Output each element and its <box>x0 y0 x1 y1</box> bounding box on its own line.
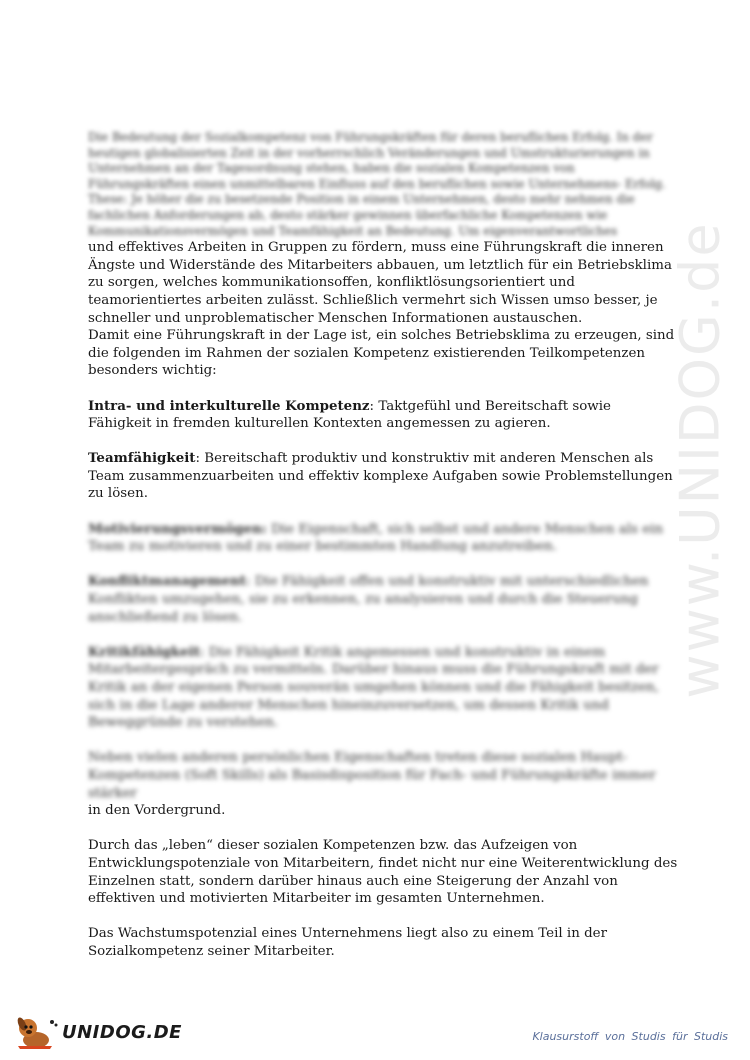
intra-kompetenz-term: Intra- und interkulturelle Kompetenz <box>88 397 370 414</box>
document-body <box>88 130 678 961</box>
dog-mascot-icon <box>14 1014 60 1050</box>
motivierung-paragraph <box>88 521 678 556</box>
kritikfaehigkeit-paragraph <box>88 644 678 732</box>
footer-slogan: Klausurstoff von Studis für Studis <box>532 1030 728 1043</box>
intro-paragraph-2: Damit eine Führungskraft in der Lage ist, ein solches Betriebsklima zu erzeugen, sind die folgenden im Rahmen der sozialen Kompetenz existierenden Teilkompetenzen besonders wichtig: <box>88 328 675 379</box>
konfliktmanagement-paragraph <box>88 573 678 626</box>
motivierung-definition: Die Eigenschaft, sich selbst und andere Menschen als ein Team zu motivieren und zu einer bestimmten Handlung anzutreiben. <box>88 521 664 555</box>
unidog-logo <box>14 1014 184 1050</box>
konfliktmanagement-definition: : Die Fähigkeit offen und konstruktiv mit unterschiedlichen Konflikten umzugehen, sie zu erkennen, zu analysieren und durch die Steuerung anschließend zu lösen. <box>88 574 649 625</box>
blurred-paragraph-2: These: Je höher die zu besetzende Position in einem Unternehmen, desto mehr nehmen die fachlichen Anforderungen ab, desto stärker gewinnen überfachliche Kompetenzen wie Kommunikationsvermögen und Teamfähigkeit an Bedeutung. Um eigenverantwortliches <box>88 192 635 238</box>
soft-skills-paragraph: Neben vielen anderen persönlichen Eigenschaften treten diese sozialen Haupt-Kompetenzen (Soft Skills) als Basisdisposition für Fach- und Führungskräfte immer stärker <box>88 750 656 801</box>
intra-kompetenz-paragraph <box>88 398 678 433</box>
teamfaehigkeit-paragraph <box>88 450 678 503</box>
watermark: www.UNIDOG.de <box>668 221 732 699</box>
intra-kompetenz-definition: : Taktgefühl und Bereitschaft sowie Fähigkeit in fremden kulturellen Kontexten angemessen zu agieren. <box>88 398 611 432</box>
soft-skills-tail: in den Vordergrund. <box>88 803 226 819</box>
blurred-paragraph-1: Die Bedeutung der Sozialkompetenz von Führungskräften für deren beruflichen Erfolg. In der heutigen globalisierten Zeit in der vorherrschlich Veränderungen und Umstrukturierungen in Unternehmen an der Tagesordnung stehen, haben die sozialen Kompetenzen von Führungskräften einen unmittelbaren Einfluss auf den beruflichen sowie Unternehmens- Erfolg. <box>88 130 666 191</box>
motivierung-term: Motivierungsvermögen: <box>88 520 267 537</box>
leben-paragraph: Durch das „leben“ dieser sozialen Kompetenzen bzw. das Aufzeigen von Entwicklungspotenziale von Mitarbeitern, findet nicht nur eine Weiterentwicklung des Einzelnen statt, sondern darüber hinaus auch eine Steigerung der Anzahl von effektiven und motivierten Mitarbeiter im gesamten Unternehmen. <box>88 838 678 907</box>
logo-text: UNIDOG.DE <box>62 1021 182 1043</box>
teamfaehigkeit-definition: : Bereitschaft produktiv und konstruktiv mit anderen Menschen als Team zusammenzuarbeiten und effektiv komplexe Aufgaben sowie Problemstellungen zu lösen. <box>88 451 673 502</box>
kritikfaehigkeit-term: Kritikfähigkeit <box>88 643 201 660</box>
konfliktmanagement-term: Konfliktmanagement <box>88 573 247 590</box>
wachstum-paragraph: Das Wachstumspotenzial eines Unternehmens liegt also zu einem Teil in der Sozialkompetenz seiner Mitarbeiter. <box>88 926 607 959</box>
teamfaehigkeit-term: Teamfähigkeit <box>88 450 196 467</box>
intro-paragraph: und effektives Arbeiten in Gruppen zu fördern, muss eine Führungskraft die inneren Ängste und Widerstände des Mitarbeiters abbauen, um letztlich für ein Betriebsklima zu sorgen, welches kommunikationsoffen, konfliktlösungsorientiert und teamorientiertes arbeiten zulässt. Schließlich vermehrt sich Wissen umso besser, je schneller und unproblematischer Menschen Informationen austauschen. <box>88 240 672 326</box>
kritikfaehigkeit-definition: : Die Fähigkeit Kritik angemessen und konstruktiv in einem Mitarbeitergespräch zu vermitteln. Darüber hinaus muss die Führungskraft mit der Kritik an der eigenen Person souverän umgehen können und die Fähigkeit besitzen, sich in die Lage anderer Menschen hineinzuversetzen, um dessen Kritik und Beweggründe zu verstehen. <box>88 644 660 731</box>
